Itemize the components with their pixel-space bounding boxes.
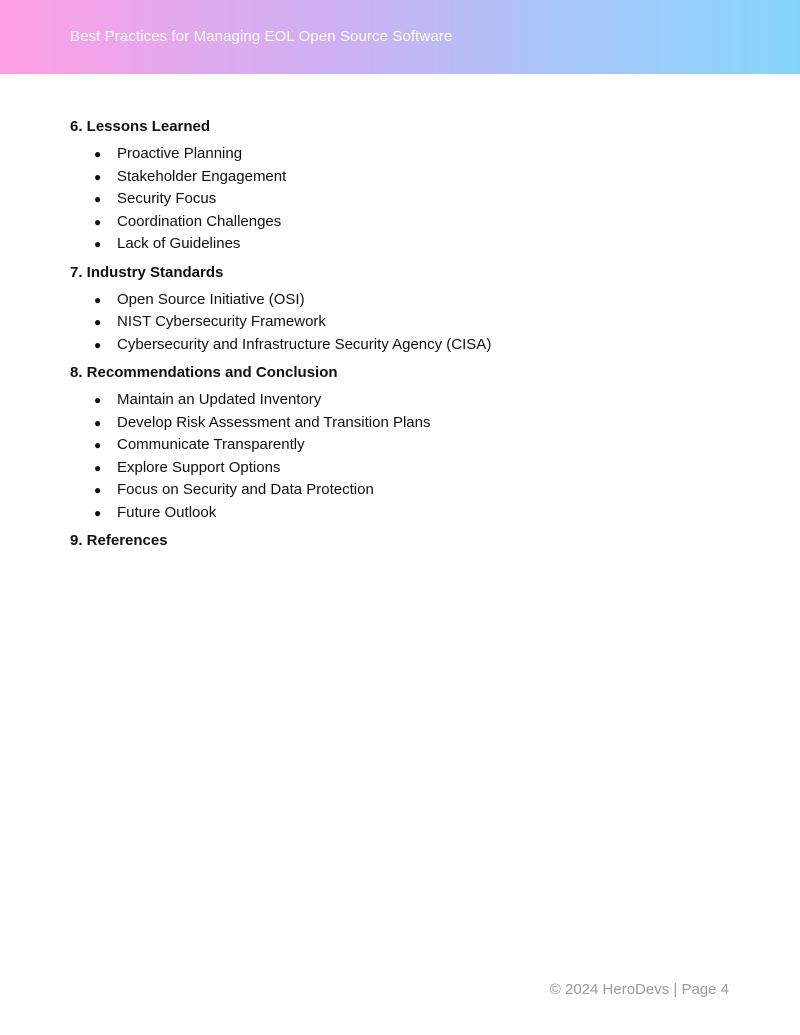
list-item: ● Communicate Transparently bbox=[70, 434, 750, 457]
bullet-icon: ● bbox=[94, 237, 102, 251]
bullet-icon: ● bbox=[94, 438, 102, 452]
bullet-icon: ● bbox=[94, 214, 102, 229]
list-item: ● Coordination Challenges bbox=[70, 211, 750, 234]
section-industry-standards bbox=[70, 263, 750, 357]
bullet-icon: ● bbox=[94, 315, 102, 329]
bullet-icon: ● bbox=[94, 147, 102, 161]
bullet-icon: ● bbox=[94, 505, 102, 520]
list-item: ● Explore Support Options bbox=[70, 457, 750, 480]
list-item: ● Develop Risk Assessment and Transition Plans bbox=[70, 412, 750, 435]
list-item: ● Stakeholder Engagement bbox=[70, 166, 750, 189]
list-item: ● Proactive Planning bbox=[70, 143, 750, 166]
bullet-icon: ● bbox=[94, 415, 102, 430]
list-item: ● Lack of Guidelines bbox=[70, 233, 750, 256]
section-heading: 8. Recommendations and Conclusion bbox=[70, 364, 338, 381]
list-item: ● Focus on Security and Data Protection bbox=[70, 479, 750, 502]
section-lessons-learned bbox=[70, 117, 750, 256]
bullet-list bbox=[70, 143, 750, 256]
bullet-list bbox=[70, 389, 750, 524]
section-heading: 9. References bbox=[70, 532, 168, 549]
document-title: Best Practices for Managing EOL Open Source Software bbox=[70, 28, 453, 45]
bullet-icon: ● bbox=[94, 292, 102, 307]
list-item: ● Maintain an Updated Inventory bbox=[70, 389, 750, 412]
header-band bbox=[0, 0, 800, 74]
bullet-icon: ● bbox=[94, 393, 102, 407]
bullet-icon: ● bbox=[94, 169, 102, 184]
document-body bbox=[70, 117, 750, 557]
list-item: ● Security Focus bbox=[70, 188, 750, 211]
bullet-icon: ● bbox=[94, 192, 102, 206]
section-heading: 6. Lessons Learned bbox=[70, 118, 211, 135]
page-footer: © 2024 HeroDevs | Page 4 bbox=[549, 981, 729, 998]
section-references bbox=[70, 531, 750, 551]
list-item: ● Future Outlook bbox=[70, 502, 750, 525]
bullet-icon: ● bbox=[94, 460, 102, 475]
list-item: ● Cybersecurity and Infrastructure Security Agency (CISA) bbox=[70, 334, 750, 357]
section-recommendations bbox=[70, 363, 750, 524]
bullet-list bbox=[70, 289, 750, 357]
list-item: ● Open Source Initiative (OSI) bbox=[70, 289, 750, 312]
list-item: ● NIST Cybersecurity Framework bbox=[70, 311, 750, 334]
bullet-icon: ● bbox=[94, 483, 102, 497]
bullet-icon: ● bbox=[94, 337, 102, 352]
section-heading: 7. Industry Standards bbox=[70, 263, 224, 281]
